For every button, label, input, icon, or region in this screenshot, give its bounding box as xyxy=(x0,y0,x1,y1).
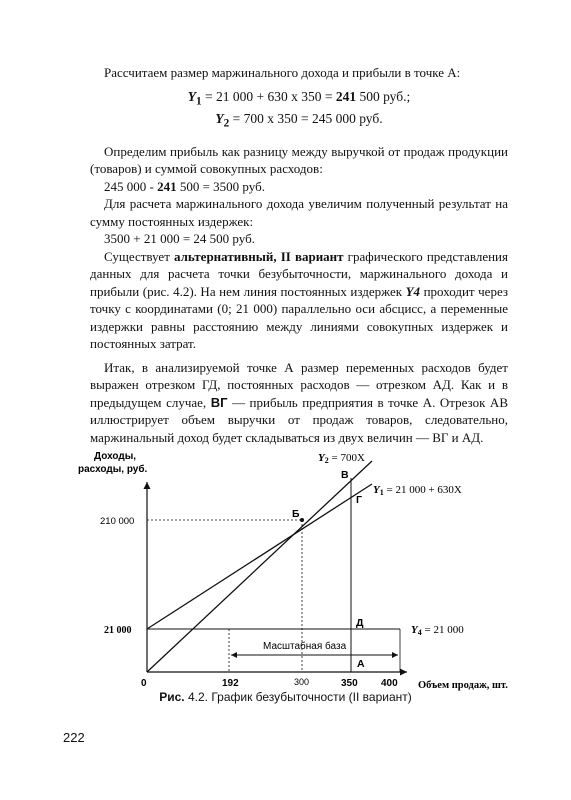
label-y1: Y1 = 21 000 + 630X xyxy=(373,484,462,497)
label-y2: Y2 = 700X xyxy=(318,452,365,465)
x-tick-192: 192 xyxy=(222,678,239,689)
paragraph-5: Итак, в анализируемой точке А размер переменных расходов будет выражен отрезком ГД, постоянных расходов — отрезком АД. Как и в предыдущем случае, ВГ — прибыль предприятия в точке А. Отрезок АВ иллюстрирует объем выручки от продаж товаров, следовательно, маржинальный доход будет складываться из двух величин — ВГ и АД. xyxy=(90,359,508,445)
paragraph-3: Для расчета маржинального дохода увеличим полученный результат на сумму постоянных издержек: xyxy=(90,196,508,229)
x-axis-label: Объем продаж, шт. xyxy=(418,680,508,691)
x-tick-0: 0 xyxy=(141,678,147,689)
paragraph-1: Рассчитаем размер маржинального дохода и прибыли в точке А: xyxy=(104,65,461,80)
label-y4: Y4 = 21 000 xyxy=(411,624,464,637)
page-number: 222 xyxy=(63,730,85,745)
point-label-g: Г xyxy=(356,494,362,506)
y-tick-21000: 21 000 xyxy=(104,625,132,636)
y-axis-label-2: расходы, руб. xyxy=(78,464,148,475)
x-tick-350: 350 xyxy=(341,678,358,689)
point-label-b: Б xyxy=(292,508,300,520)
x-tick-400: 400 xyxy=(381,678,398,689)
scale-base-label: Масштабная база xyxy=(263,641,347,652)
formula-y1: $Y_1 = 21$ 000 + 630 x 350 = 241 500 руб.; xyxy=(187,88,411,108)
formulas xyxy=(90,88,508,133)
y-axis-label-1: Доходы, xyxy=(94,451,137,462)
breakeven-chart xyxy=(0,440,571,730)
paragraph-2: Определим прибыль как разницу между выручкой от продаж продукции (товаров) и суммой совокупных расходов: xyxy=(90,143,508,177)
calc-profit: 245 000 - 241 500 = 3500 руб. xyxy=(104,178,265,194)
point-label-a: А xyxy=(357,658,365,670)
y1-total-cost-line xyxy=(147,484,372,629)
point-label-d: Д xyxy=(356,617,364,629)
point-label-v: В xyxy=(341,469,349,481)
point-breakeven xyxy=(300,518,304,522)
main-text xyxy=(90,64,508,446)
formula-y2: $Y_2 = 700$ x 350 = 245 000 руб. xyxy=(215,111,383,130)
paragraph-4: Существует альтернативный, II вариант графического представления данных для расчета точки безубыточности, маржинального дохода и прибыли (рис. 4.2). На нем линия постоянных издержек Y4 проходит через точку с координатами (0; 21 000) параллельно оси абсцисс, а переменные издержки равны расстоянию между линиями совокупных издержек и постоянных затрат. xyxy=(90,248,509,352)
figure-caption: Рис. 4.2. График безубыточности (II вариант) xyxy=(159,690,412,704)
x-tick-300: 300 xyxy=(294,677,310,687)
y-tick-210000: 210 000 xyxy=(100,516,135,527)
calc-margin: 3500 + 21 000 = 24 500 руб. xyxy=(104,231,255,247)
